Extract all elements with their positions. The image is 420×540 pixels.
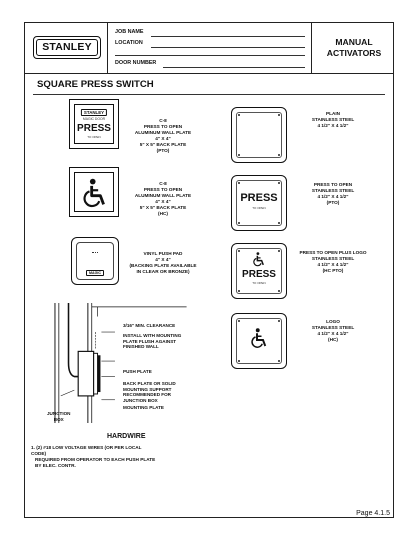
desc-line: LOGO <box>326 319 340 324</box>
pad-marker <box>92 252 98 254</box>
vinyl-pad-desc <box>115 251 211 275</box>
plate-fine: TO OPEN <box>87 135 101 139</box>
desc-line: 4 1/2" X 4 1/2" <box>317 123 349 128</box>
door-number-label: DOOR NUMBER <box>115 60 157 66</box>
alum-pto-plate <box>69 99 119 149</box>
desc-line: (BACKING PLATE AVAILABLE <box>129 263 197 268</box>
screw <box>238 222 240 224</box>
callout-install <box>123 333 181 350</box>
callout-line: FINISHED WALL <box>123 344 159 350</box>
alum-pto-inner <box>74 104 114 144</box>
desc-line: STAINLESS STEEL <box>311 325 355 330</box>
note-line: 1. (2) #18 LOW VOLTAGE WIRES (OR PER LOCAL <box>31 445 142 450</box>
ss-hc-pto-plate <box>231 243 287 299</box>
desc-line: 4" X 4" <box>155 136 171 141</box>
callout-clearance: 3/16" MIN. CLEARANCE <box>123 323 176 328</box>
section-title: SQUARE PRESS SWITCH <box>37 79 154 90</box>
stanley-logo: STANLEY <box>36 39 98 56</box>
screw <box>278 320 280 322</box>
desc-line: 4 1/2" X 4 1/2" <box>317 194 349 199</box>
callout-back-plate <box>123 381 176 403</box>
logo-cell <box>25 23 108 73</box>
screw <box>278 290 280 292</box>
ss-hc-pto-desc <box>283 250 383 274</box>
desc-line: 4 1/2" X 4 1/2" <box>317 262 349 267</box>
hardwire-notes <box>31 445 155 469</box>
ss-hc-desc <box>283 319 383 343</box>
screw <box>278 154 280 156</box>
desc-line: 4" X 4" <box>155 199 171 204</box>
ss-plain-desc <box>283 111 383 129</box>
callout-mounting-plate: MOUNTING PLATE <box>123 405 165 410</box>
desc-line: STAINLESS STEEL <box>311 188 355 193</box>
desc-line: (HC) <box>328 337 338 342</box>
wheelchair-icon <box>253 252 266 267</box>
title-line-2: ACTIVATORS <box>326 48 382 58</box>
desc-line: PRESS TO OPEN PLUS LOGO <box>299 250 367 255</box>
callout-line: BACK PLATE OR SOLID <box>123 381 176 386</box>
callout-line: JUNCTION BOX <box>123 397 158 403</box>
hardwire-diagram <box>39 303 189 423</box>
ss-plain-plate <box>231 107 287 163</box>
screw <box>238 320 240 322</box>
screw <box>278 182 280 184</box>
page-number: Page 4.1.5 <box>356 510 390 517</box>
screw <box>238 182 240 184</box>
screw <box>238 114 240 116</box>
desc-line: 5" X 5" BACK PLATE <box>139 205 187 210</box>
desc-line: 4 1/2" X 4 1/2" <box>317 331 349 336</box>
desc-line: PRESS TO OPEN <box>313 182 353 187</box>
hardwire-title: HARDWIRE <box>107 433 146 440</box>
desc-line: 5" X 5" BACK PLATE <box>139 142 187 147</box>
callout-line: INSTALL WITH MOUNTING <box>123 333 182 338</box>
plate-logo: STANLEY <box>81 109 107 116</box>
desc-line: (HC PTO) <box>322 268 344 273</box>
screw <box>238 290 240 292</box>
screw <box>278 360 280 362</box>
title-cell <box>311 23 396 73</box>
blank-line[interactable] <box>115 55 305 56</box>
header <box>25 23 393 74</box>
callout-line: JUNCTION <box>47 411 71 416</box>
desc-line: (HC) <box>158 211 168 216</box>
desc-line: PLAIN <box>325 111 341 116</box>
plate-press: PRESS <box>242 269 276 280</box>
desc-line: 4" X 4" <box>155 257 171 262</box>
ss-hc-plate <box>231 313 287 369</box>
plate-sub: MAGIC DOOR <box>82 117 106 121</box>
screw <box>278 250 280 252</box>
plate-fine: TO OPEN <box>252 206 266 210</box>
wheelchair-icon <box>251 328 269 349</box>
alum-hc-desc <box>115 181 211 217</box>
alum-hc-plate <box>69 167 119 217</box>
job-name-line[interactable] <box>151 36 305 37</box>
location-label: LOCATION <box>115 40 143 46</box>
desc-line: STAINLESS STEEL <box>311 256 355 261</box>
wheelchair-icon <box>83 178 109 209</box>
section-rule <box>33 94 385 95</box>
plate-press: PRESS <box>240 192 278 204</box>
desc-line: (PTO) <box>156 148 170 153</box>
desc-line: PRESS TO OPEN <box>143 124 183 129</box>
ss-pto-plate <box>231 175 287 231</box>
ss-pto-desc <box>283 182 383 206</box>
screw <box>238 250 240 252</box>
plate-fine: TO OPEN <box>252 281 266 285</box>
plate-press: PRESS <box>77 123 111 134</box>
pad-badge: MAGIC <box>86 270 104 276</box>
screw <box>278 222 280 224</box>
title-line-1: MANUAL <box>335 37 373 47</box>
door-number-line[interactable] <box>163 67 305 68</box>
desc-line: ALUMINUM WALL PLATE <box>134 130 192 135</box>
alum-pto-desc <box>115 118 211 154</box>
location-line[interactable] <box>151 47 305 48</box>
ss-inner <box>236 112 282 158</box>
note-line: REQUIRED FROM OPERATOR TO EACH PUSH PLATE <box>35 457 156 462</box>
callout-line: RECOMMENDED FOR <box>123 392 171 398</box>
desc-line: VINYL PUSH PAD <box>143 251 183 256</box>
callout-line: BOX <box>53 416 64 422</box>
desc-line: PRESS TO OPEN <box>143 187 183 192</box>
desc-line: C-8 <box>159 118 167 123</box>
vinyl-push-pad <box>71 237 119 285</box>
desc-line: IN CLEAR OR BRONZE) <box>136 269 190 274</box>
callout-line: MOUNTING SUPPORT <box>123 386 172 392</box>
spec-sheet <box>24 22 394 518</box>
alum-hc-inner <box>74 172 114 212</box>
desc-line: STAINLESS STEEL <box>311 117 355 122</box>
screw <box>238 154 240 156</box>
desc-line: (PTO) <box>326 200 340 205</box>
screw <box>238 360 240 362</box>
job-fields <box>107 23 311 73</box>
job-name-label: JOB NAME <box>115 29 144 35</box>
callout-line: PLATE FLUSH AGAINST <box>123 338 177 344</box>
desc-line: C-8 <box>159 181 167 186</box>
note-line: BY ELEC. CONTR. <box>35 463 76 468</box>
desc-line: ALUMINUM WALL PLATE <box>134 193 192 198</box>
callout-junction <box>47 411 70 422</box>
callout-push-plate: PUSH PLATE <box>123 369 152 374</box>
note-line: CODE) <box>31 451 47 456</box>
screw <box>278 114 280 116</box>
